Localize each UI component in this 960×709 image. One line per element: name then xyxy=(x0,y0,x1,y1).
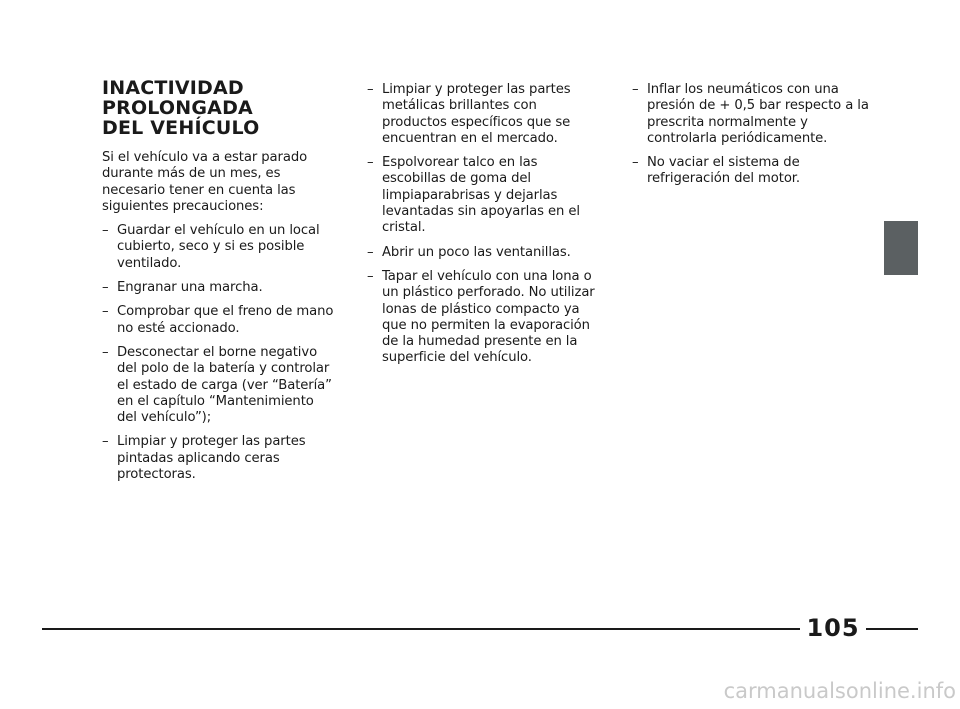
list-item: – Limpiar y proteger las partes metálicas brillantes con productos específicos que se encuentran en el mercado. xyxy=(367,82,599,147)
footer-rule xyxy=(42,628,918,630)
heading-line-3: DEL VEHÍCULO xyxy=(102,117,260,139)
list-item: – Guardar el vehículo en un local cubierto, seco y si es posible ventilado. xyxy=(102,223,334,272)
list-item: – Tapar el vehículo con una lona o un plástico perforado. No utilizar lonas de plástico compacto ya que no permiten la evaporación de la humedad presente en la superficie del vehículo. xyxy=(367,269,599,367)
intro-paragraph: Si el vehículo va a estar parado durante más de un mes, es necesario tener en cuenta las siguientes precauciones: xyxy=(102,150,308,214)
heading-line-2: PROLONGADA xyxy=(102,97,253,119)
list-item: – Abrir un poco las ventanillas. xyxy=(367,245,599,261)
list-item: – Espolvorear talco en las escobillas de goma del limpiaparabrisas y dejarlas levantadas sin apoyarlas en el cristal. xyxy=(367,155,599,236)
heading-line-1: INACTIVIDAD xyxy=(102,77,244,99)
section-tab-marker xyxy=(884,221,918,275)
column-3 xyxy=(632,82,872,196)
watermark: carmanualsonline.info xyxy=(723,679,956,703)
precautions-list-1 xyxy=(102,223,334,483)
list-item: – Inflar los neumáticos con una presión de + 0,5 bar respecto a la prescrita normalmente y controlarla periódicamente. xyxy=(632,82,872,147)
column-2 xyxy=(367,82,599,375)
page-number: 105 xyxy=(800,614,866,642)
list-item: – Limpiar y proteger las partes pintadas aplicando ceras protectoras. xyxy=(102,434,334,483)
list-item: – Desconectar el borne negativo del polo de la batería y controlar el estado de carga (ver “Batería” en el capítulo “Mantenimiento del vehículo”); xyxy=(102,345,334,426)
precautions-list-2 xyxy=(367,82,599,367)
list-item: – No vaciar el sistema de refrigeración del motor. xyxy=(632,155,872,188)
list-item: – Comprobar que el freno de mano no esté accionado. xyxy=(102,304,334,337)
section-heading xyxy=(102,78,334,138)
list-item: – Engranar una marcha. xyxy=(102,280,334,296)
precautions-list-3 xyxy=(632,82,872,188)
column-1 xyxy=(102,78,334,491)
